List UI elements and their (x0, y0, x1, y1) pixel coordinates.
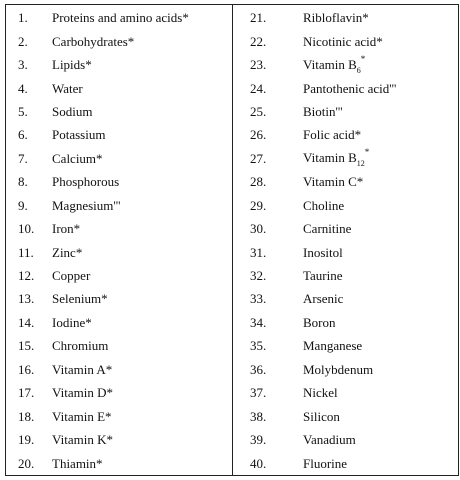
row-number: 16. (18, 361, 35, 377)
row-number: 38. (250, 408, 267, 424)
row-number: 29. (250, 197, 267, 213)
table-row (6, 6, 232, 29)
table-row (234, 358, 458, 381)
nutrient-table (5, 4, 459, 476)
row-number: 10. (18, 221, 35, 237)
table-row (234, 451, 458, 474)
nutrient-name-text: Molybdenum (303, 361, 374, 377)
table-row (234, 29, 458, 52)
nutrient-name-text: Vitamin C* (303, 174, 364, 190)
nutrient-name-text: Manganese (303, 338, 363, 354)
nutrient-name-text: Nickel (303, 385, 338, 401)
nutrient-name (52, 35, 232, 48)
nutrient-name (52, 128, 232, 141)
nutrient-name-text: Sodium (52, 103, 93, 119)
row-number: 25. (250, 103, 267, 119)
nutrient-name (52, 457, 232, 470)
nutrient-name-text: Ribloflavin* (303, 10, 369, 26)
nutrient-name (52, 175, 232, 188)
table-row (6, 428, 232, 451)
nutrient-name-text: Calcium* (52, 150, 103, 166)
nutrient-name (303, 246, 458, 259)
nutrient-name (303, 316, 458, 329)
nutrient-name-text: Fluorine (303, 455, 348, 471)
nutrient-name (303, 363, 458, 376)
nutrient-name-text: Iron* (52, 221, 81, 237)
table-row (234, 287, 458, 310)
nutrient-name-text: Zinc* (52, 244, 83, 260)
nutrient-name (52, 410, 232, 423)
nutrient-name (52, 246, 232, 259)
table-row (6, 76, 232, 99)
row-number: 8. (18, 174, 28, 190)
nutrient-name (303, 457, 458, 470)
table-row (234, 404, 458, 427)
nutrient-name (303, 82, 458, 95)
nutrient-name (303, 35, 458, 48)
row-number: 26. (250, 127, 267, 143)
right-column (234, 5, 458, 475)
nutrient-name (303, 55, 458, 75)
nutrient-name (52, 199, 232, 212)
nutrient-name-text: Vanadium (303, 432, 356, 448)
nutrient-name-text: Thiamin* (52, 455, 103, 471)
row-number: 36. (250, 361, 267, 377)
row-number: 31. (250, 244, 267, 260)
nutrient-name (52, 11, 232, 24)
row-number: 24. (250, 80, 267, 96)
nutrient-name-text: Vitamin B (303, 56, 357, 72)
nutrient-name (52, 363, 232, 376)
table-row (6, 147, 232, 170)
row-number: 39. (250, 432, 267, 448)
nutrient-name-text: Choline (303, 197, 345, 213)
nutrient-name-text: Chromium (52, 338, 109, 354)
nutrient-name-text: Vitamin A* (52, 361, 113, 377)
nutrient-name-text: Silicon (303, 408, 340, 424)
table-row (234, 334, 458, 357)
nutrient-name (52, 82, 232, 95)
row-number: 12. (18, 268, 35, 284)
nutrient-name-text: Boron (303, 314, 336, 330)
table-row (234, 217, 458, 240)
nutrient-name (303, 128, 458, 141)
row-number: 15. (18, 338, 35, 354)
nutrient-name-text: Iodine* (52, 314, 92, 330)
nutrient-name-text: Arsenic (303, 291, 344, 307)
row-number: 1. (18, 10, 28, 26)
nutrient-name (303, 410, 458, 423)
row-number: 34. (250, 314, 267, 330)
row-number: 37. (250, 385, 267, 401)
nutrient-name-text: Proteins and amino acids* (52, 10, 189, 26)
nutrient-name (52, 433, 232, 446)
row-number: 40. (250, 455, 267, 471)
nutrient-name (303, 175, 458, 188)
table-row (234, 53, 458, 76)
nutrient-name-text: Potassium (52, 127, 106, 143)
table-row (6, 404, 232, 427)
table-row (234, 264, 458, 287)
table-row (6, 334, 232, 357)
nutrient-name-text: Phosphorous (52, 174, 120, 190)
row-number: 4. (18, 80, 28, 96)
nutrient-name (52, 152, 232, 165)
nutrient-name (303, 292, 458, 305)
nutrient-name-text: Carnitine (303, 221, 352, 237)
nutrient-name (303, 11, 458, 24)
nutrient-name (303, 199, 458, 212)
table-row (6, 381, 232, 404)
table-row (234, 6, 458, 29)
nutrient-name (52, 222, 232, 235)
nutrient-name (303, 148, 458, 168)
row-number: 5. (18, 103, 28, 119)
nutrient-name-text: Biotin''' (303, 103, 343, 119)
nutrient-name-text: Vitamin D* (52, 385, 113, 401)
row-number: 23. (250, 57, 267, 73)
row-number: 7. (18, 150, 28, 166)
nutrient-name-text: Water (52, 80, 83, 96)
row-number: 13. (18, 291, 35, 307)
table-row (234, 147, 458, 170)
nutrient-name (52, 58, 232, 71)
table-row (234, 240, 458, 263)
table-row (6, 264, 232, 287)
nutrient-name (52, 339, 232, 352)
nutrient-name (52, 292, 232, 305)
nutrient-name (303, 433, 458, 446)
table-row (6, 100, 232, 123)
nutrient-superscript: * (364, 147, 370, 158)
nutrient-name (303, 269, 458, 282)
row-number: 30. (250, 221, 267, 237)
nutrient-name (52, 105, 232, 118)
row-number: 19. (18, 432, 35, 448)
nutrient-superscript: * (360, 53, 366, 64)
nutrient-name-text: Pantothenic acid''' (303, 80, 397, 96)
nutrient-subscript: 6 (356, 65, 361, 75)
nutrient-name-text: Taurine (303, 268, 343, 284)
nutrient-name-text: Nicotinic acid* (303, 33, 383, 49)
table-row (6, 217, 232, 240)
nutrient-name-text: Vitamin E* (52, 408, 112, 424)
table-row (6, 287, 232, 310)
nutrient-name-text: Inositol (303, 244, 343, 260)
row-number: 3. (18, 57, 28, 73)
nutrient-name-text: Folic acid* (303, 127, 362, 143)
row-number: 22. (250, 33, 267, 49)
row-number: 18. (18, 408, 35, 424)
nutrient-name (303, 339, 458, 352)
table-row (6, 451, 232, 474)
row-number: 6. (18, 127, 28, 143)
nutrient-name (303, 386, 458, 399)
row-number: 27. (250, 150, 267, 166)
table-row (234, 381, 458, 404)
nutrient-name (303, 105, 458, 118)
table-row (6, 194, 232, 217)
left-column (6, 5, 232, 475)
row-number: 11. (18, 244, 34, 260)
nutrient-name-text: Magnesium''' (52, 197, 121, 213)
nutrient-name (52, 316, 232, 329)
row-number: 9. (18, 197, 28, 213)
nutrient-name-text: Selenium* (52, 291, 108, 307)
table-row (6, 53, 232, 76)
column-divider (232, 5, 233, 475)
table-row (234, 100, 458, 123)
table-row (234, 123, 458, 146)
nutrient-subscript: 12 (356, 159, 365, 169)
table-row (234, 194, 458, 217)
nutrient-name (52, 386, 232, 399)
row-number: 33. (250, 291, 267, 307)
row-number: 32. (250, 268, 267, 284)
table-row (234, 76, 458, 99)
nutrient-name (52, 269, 232, 282)
nutrient-name-text: Vitamin B (303, 150, 357, 166)
table-row (6, 170, 232, 193)
row-number: 17. (18, 385, 35, 401)
nutrient-name-text: Lipids* (52, 57, 92, 73)
nutrient-name-text: Carbohydrates* (52, 33, 135, 49)
nutrient-name (303, 222, 458, 235)
table-row (6, 240, 232, 263)
nutrient-name-text: Copper (52, 268, 91, 284)
table-row (234, 170, 458, 193)
nutrient-name-text: Vitamin K* (52, 432, 113, 448)
table-row (6, 311, 232, 334)
table-row (6, 358, 232, 381)
row-number: 2. (18, 33, 28, 49)
row-number: 35. (250, 338, 267, 354)
table-row (234, 311, 458, 334)
table-row (6, 29, 232, 52)
table-row (6, 123, 232, 146)
row-number: 20. (18, 455, 35, 471)
table-row (234, 428, 458, 451)
row-number: 14. (18, 314, 35, 330)
row-number: 21. (250, 10, 267, 26)
row-number: 28. (250, 174, 267, 190)
